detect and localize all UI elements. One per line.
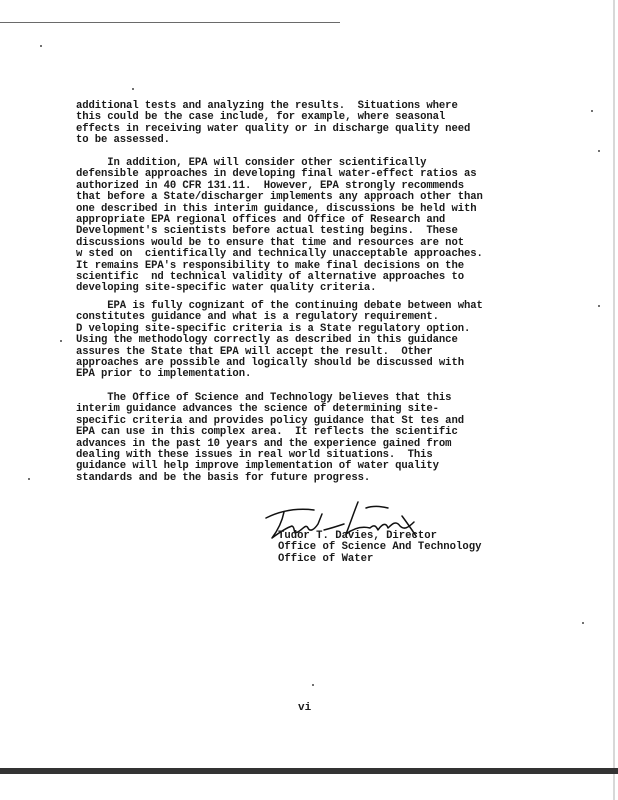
scan-speck <box>591 110 593 112</box>
signature-block <box>278 531 481 565</box>
scan-speck <box>598 150 600 152</box>
scan-speck <box>582 622 584 624</box>
page-number: vi <box>298 702 312 714</box>
scan-speck <box>60 340 62 342</box>
scan-speck <box>312 684 314 686</box>
scan-speck <box>598 305 600 307</box>
scan-speck <box>132 88 134 90</box>
paragraph-alternative-approaches: In addition, EPA will consider other scientifically defensible approaches in developing final water-effect ratios as authorized in 40 CFR 131.11. However, EPA strongly recommends that before a State/discharger implements any approach other than one described in this interim guidance, discussions be held with appropriate EPA regional offices and Office of Research and Development's scientists before actual testing begins. These discussions would be to ensure that time and resources are not w sted on cientifically and technically unacceptable approaches. It remains EPA's responsibility to make final decisions on the scientific nd technical validity of alternative approaches to developing site-specific water quality criteria. <box>76 157 483 295</box>
scan-speck <box>28 478 30 480</box>
scan-artifact-top-line <box>0 22 340 23</box>
scan-speck <box>40 45 42 47</box>
scan-artifact-bottom-bar <box>0 768 618 774</box>
signatory-office: Office of Science And Technology <box>278 541 482 554</box>
signatory-division: Office of Water <box>278 552 374 565</box>
scan-artifact-right-edge <box>613 0 615 800</box>
paragraph-continuation: additional tests and analyzing the results. Situations where this could be the case include, for example, where seasonal effects in receiving water quality or in discharge quality need to be assessed. <box>76 100 471 147</box>
signatory-name-title: Tudor T. Davies, Director <box>278 530 437 542</box>
paragraph-ost-conclusion: The Office of Science and Technology believes that this interim guidance advances the science of determining site- specific criteria and provides policy guidance that St tes and EPA can use in this complex area. It reflects the scientific advances in the past 10 years and the experience gained from dealing with these issues in real world situations. This guidance will help improve implementation of water quality standards and be the basis for future progress. <box>76 392 464 484</box>
paragraph-regulatory-debate: EPA is fully cognizant of the continuing debate between what constitutes guidance and what is a regulatory requirement. D veloping site-specific criteria is a State regulatory option. Using the methodology correctly as described in this guidance assures the State that EPA will accept the result. Other approaches are possible and logically should be discussed with EPA prior to implementation. <box>76 300 483 381</box>
